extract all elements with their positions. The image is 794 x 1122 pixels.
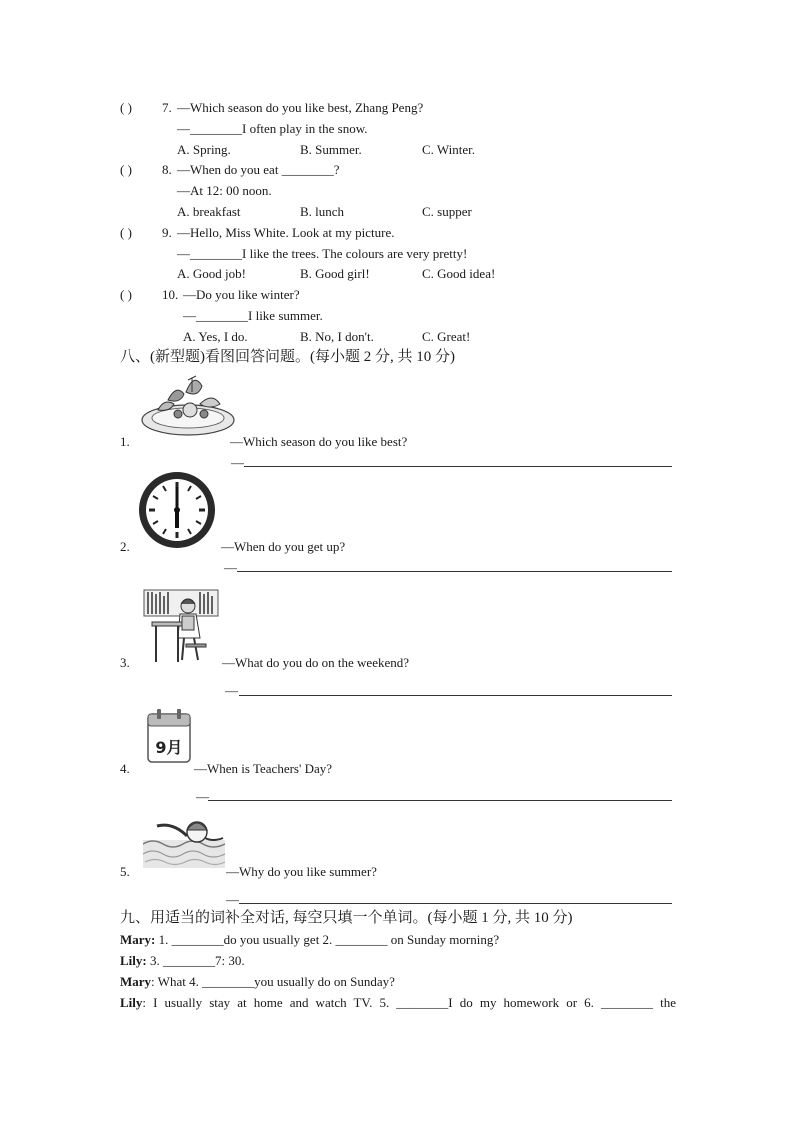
item-5-answer-line[interactable] — [239, 903, 672, 904]
dialogue-line — [120, 995, 676, 1011]
dialogue-text: : What 4. ________you usually do on Sunday? — [151, 974, 395, 989]
response-text: —________I often play in the snow. — [177, 121, 368, 136]
item-1-dash: — — [231, 455, 244, 470]
dialogue-text: 3. ________7: 30. — [146, 953, 245, 968]
option-c: C. Winter. — [422, 142, 476, 157]
item-5-number: 5. — [120, 864, 130, 879]
option-c: C. Good idea! — [422, 266, 496, 281]
item-3-number: 3. — [120, 655, 130, 670]
clock-six-image — [136, 470, 220, 552]
answer-paren[interactable]: ( ) — [120, 100, 132, 115]
option-b: B. No, I don't. — [300, 329, 374, 344]
section-8-heading: 八、(新型题)看图回答问题。(每小题 2 分, 共 10 分) — [120, 349, 455, 365]
question-text: —Which season do you like best, Zhang Peng? — [177, 100, 424, 115]
dialogue-line — [120, 953, 245, 969]
item-3-dash: — — [225, 683, 238, 698]
item-5-dash: — — [226, 892, 239, 907]
option-b: B. Good girl! — [300, 266, 370, 281]
item-1-question: —Which season do you like best? — [230, 434, 408, 449]
item-4-answer-line[interactable] — [208, 800, 672, 801]
question-text: —Do you like winter? — [183, 287, 300, 302]
item-5-question: —Why do you like summer? — [226, 864, 377, 879]
option-a: A. Good job! — [177, 266, 246, 281]
dialogue-text: : I usually stay at home and watch TV. 5. ________I do my homework or 6. ________ the — [142, 995, 676, 1010]
autumn-picnic-image — [140, 370, 236, 438]
question-number: 8. — [162, 162, 172, 177]
item-1-number: 1. — [120, 434, 130, 449]
item-2-answer-line[interactable] — [237, 571, 672, 572]
response-text: —At 12: 00 noon. — [177, 183, 272, 198]
speaker-name: Mary: — [120, 932, 156, 947]
item-2-dash: — — [224, 560, 237, 575]
swimming-boy-image — [143, 812, 227, 870]
response-text: —________I like summer. — [183, 308, 323, 323]
option-a: A. breakfast — [177, 204, 241, 219]
answer-paren[interactable]: ( ) — [120, 287, 132, 302]
calendar-september-image — [146, 708, 192, 764]
question-number: 9. — [162, 225, 172, 240]
calendar-label: 9月 — [155, 738, 183, 757]
item-2-number: 2. — [120, 539, 130, 554]
speaker-name: Lily: — [120, 953, 147, 968]
question-text: —When do you eat ________? — [177, 162, 340, 177]
option-b: B. lunch — [300, 204, 345, 219]
item-4-dash: — — [196, 789, 209, 804]
dialogue-line — [120, 932, 499, 948]
speaker-name: Lily — [120, 995, 143, 1010]
option-c: C. supper — [422, 204, 472, 219]
option-c: C. Great! — [422, 329, 471, 344]
item-3-question: —What do you do on the weekend? — [222, 655, 410, 670]
question-text: —Hello, Miss White. Look at my picture. — [177, 225, 395, 240]
answer-paren[interactable]: ( ) — [120, 162, 132, 177]
item-4-number: 4. — [120, 761, 130, 776]
item-2-question: —When do you get up? — [221, 539, 346, 554]
question-number: 7. — [162, 100, 172, 115]
reading-girl-image — [142, 588, 222, 664]
item-4-question: —When is Teachers' Day? — [194, 761, 332, 776]
response-text: —________I like the trees. The colours are very pretty! — [177, 246, 468, 261]
option-b: B. Summer. — [300, 142, 362, 157]
section-9-heading: 九、用适当的词补全对话, 每空只填一个单词。(每小题 1 分, 共 10 分) — [120, 910, 573, 926]
speaker-name: Mary — [120, 974, 152, 989]
option-a: A. Spring. — [177, 142, 231, 157]
item-3-answer-line[interactable] — [239, 695, 672, 696]
question-number: 10. — [162, 287, 179, 302]
dialogue-text: 1. ________do you usually get 2. ________ on Sunday morning? — [155, 932, 500, 947]
item-1-answer-line[interactable] — [244, 466, 672, 467]
dialogue-line — [120, 974, 395, 990]
answer-paren[interactable]: ( ) — [120, 225, 132, 240]
option-a: A. Yes, I do. — [183, 329, 248, 344]
